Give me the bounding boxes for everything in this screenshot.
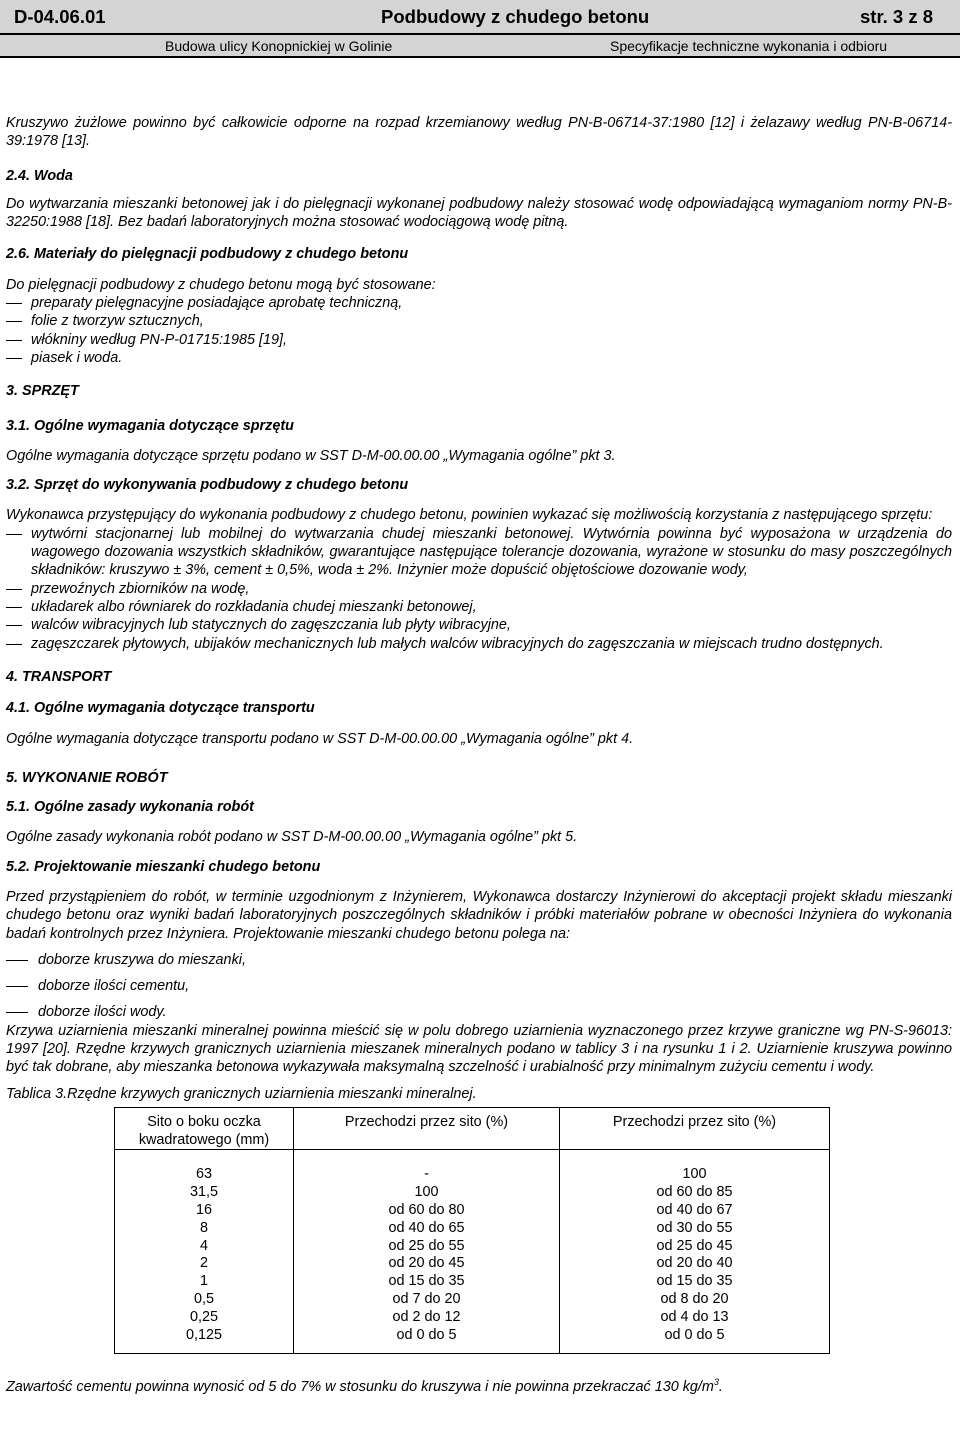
table-cell: 0,125: [185, 1327, 222, 1344]
paragraph-cement-end: .: [718, 1378, 723, 1395]
table-cell: 2: [199, 1255, 208, 1272]
list-item: doborze ilości wody.: [6, 1003, 952, 1021]
spec-title: Podbudowy z chudego betonu: [381, 6, 650, 27]
paragraph-woda-part1: Do wytwarzania mieszanki betonowej jak i do pielęgnacji wykonanej podbudowy należy stosować wodę odpowiadającą wymaganiom normy PN-B-32250:1988 [18].: [6, 195, 952, 231]
table-header-row: [115, 1107, 830, 1149]
table-header-przechodzi-1: Przechodzi przez sito (%): [294, 1107, 560, 1149]
table-cell: od 0 do 5: [396, 1327, 457, 1344]
section-5-1-heading: 5.1. Ogólne zasady wykonania robót: [6, 799, 254, 816]
table-cell: od 30 do 55: [656, 1219, 733, 1236]
list-projekt: [6, 951, 952, 1022]
document-type: Specyfikacje techniczne wykonania i odbioru: [610, 38, 888, 54]
header-subtitle-row: [0, 38, 960, 56]
section-3-1-heading: 3.1. Ogólne wymagania dotyczące sprzętu: [6, 417, 294, 434]
table-cell: -: [424, 1165, 429, 1182]
project-name: Budowa ulicy Konopnickiej w Golinie: [165, 38, 393, 54]
section-5-2-heading: 5.2. Projektowanie mieszanki chudego betonu: [6, 858, 321, 875]
section-4-heading: 4. TRANSPORT: [6, 668, 112, 685]
table-cell: 0,5: [193, 1291, 214, 1308]
table-data-row: [115, 1149, 830, 1353]
table-header-sito: Sito o boku oczka kwadratowego (mm): [115, 1107, 294, 1149]
list-sprzet: [6, 525, 952, 653]
table-caption: Tablica 3.Rzędne krzywych granicznych uziarnienia mieszanki mineralnej.: [6, 1085, 477, 1102]
list-item: układarek albo równiarek do rozkładania chudej mieszanki betonowej,: [6, 598, 952, 616]
paragraph-3-1: Ogólne wymagania dotyczące sprzętu podano w SST D-M-00.00.00 „Wymagania ogólne” pkt 3.: [6, 447, 616, 464]
table-cell: od 4 do 13: [660, 1309, 729, 1326]
table-header-przechodzi-2: Przechodzi przez sito (%): [560, 1107, 830, 1149]
header-divider: [0, 33, 960, 35]
paragraph-krzywa: Krzywa uziarnienia mieszanki mineralnej powinna mieścić się w polu dobrego uziarnienia wyznaczonego przez krzywe graniczne wg PN-S-96013: 1997 [20]. Rzędne krzywych granicznych uziarnienia mieszanek mineralnych podano w tablicy 3 i na rysunku 1 i 2. Uziarnienie kruszywa powinno być tak dobrane, aby mieszanka betonowa wykazywała maksymalną szczelność i urabialność przy minimalnym zużyciu cementu i wody.: [6, 1022, 952, 1076]
section-3-2-heading: 3.2. Sprzęt do wykonywania podbudowy z chudego betonu: [6, 477, 409, 494]
table-cell: od 40 do 65: [388, 1219, 465, 1236]
list-item: preparaty pielęgnacyjne posiadające aprobatę techniczną,: [6, 294, 952, 312]
section-2-6-heading: 2.6. Materiały do pielęgnacji podbudowy z chudego betonu: [6, 246, 409, 263]
header-title-row: [0, 6, 960, 32]
table-cell: 4: [199, 1237, 208, 1254]
list-item: folie z tworzyw sztucznych,: [6, 312, 952, 330]
table-cell: od 60 do 80: [388, 1201, 465, 1218]
table-cell: od 7 do 20: [392, 1291, 461, 1308]
header-bottom-divider: [0, 56, 960, 58]
table-cell: 16: [195, 1201, 212, 1218]
table-column-przechodzi-2: [560, 1149, 830, 1353]
list-pielegnacja: [6, 294, 952, 367]
paragraph-kruszywo: Kruszywo żużlowe powinno być całkowicie odporne na rozpad krzemianowy według PN-B-06714-37:1980 [12] i żelazawy według PN-B-06714-39:1978 [13].: [6, 115, 952, 150]
table-cell: 100: [414, 1183, 439, 1200]
table-cell: 100: [682, 1165, 707, 1182]
section-3-heading: 3. SPRZĘT: [6, 383, 79, 400]
paragraph-3-2: Wykonawca przystępujący do wykonania podbudowy z chudego betonu, powinien wykazać się możliwością korzystania z następującego sprzętu:: [6, 507, 933, 524]
list-item: doborze kruszywa do mieszanki,: [6, 951, 952, 969]
table-cell: od 15 do 35: [388, 1273, 465, 1290]
table-cell: od 20 do 40: [656, 1255, 733, 1272]
table-cell: 0,25: [189, 1309, 218, 1326]
paragraph-4-1: Ogólne wymagania dotyczące transportu podano w SST D-M-00.00.00 „Wymagania ogólne” pkt 4.: [6, 731, 634, 748]
table-cell: 8: [199, 1219, 208, 1236]
paragraph-woda-part2: Bez badań laboratoryjnych można stosować wodociągową wodę pitną.: [118, 214, 569, 231]
list-item: zagęszczarek płytowych, ubijaków mechanicznych lub małych walców wibracyjnych do zagęszczania w miejscach trudno dostępnych.: [6, 635, 952, 653]
table-cell: od 20 do 45: [388, 1255, 465, 1272]
table-cell: od 40 do 67: [656, 1201, 733, 1218]
page-header: [0, 0, 960, 57]
spec-code: D-04.06.01: [14, 6, 106, 27]
grading-table: [114, 1107, 830, 1354]
paragraph-5-1: Ogólne zasady wykonania robót podano w SST D-M-00.00.00 „Wymagania ogólne” pkt 5.: [6, 829, 578, 846]
table-cell: od 60 do 85: [656, 1183, 733, 1200]
list-item: przewoźnych zbiorników na wodę,: [6, 580, 952, 598]
paragraph-woda: [6, 195, 952, 232]
table-cell: od 2 do 12: [392, 1309, 461, 1326]
section-2-4-heading: 2.4. Woda: [6, 167, 73, 184]
list-item: doborze ilości cementu,: [6, 977, 952, 995]
table-column-sito: [115, 1149, 294, 1353]
superscript-3: 3: [713, 1376, 719, 1387]
table-cell: od 25 do 45: [656, 1237, 733, 1254]
list-item: włókniny według PN-P-01715:1985 [19],: [6, 331, 952, 349]
paragraph-cement-text: Zawartość cementu powinna wynosić od 5 do 7% w stosunku do kruszywa i nie powinna przekraczać 130 kg/m: [6, 1378, 714, 1395]
table-cell: 63: [195, 1165, 212, 1182]
paragraph-cement: [6, 1373, 952, 1396]
page-number: str. 3 z 8: [860, 6, 934, 27]
table-cell: 31,5: [189, 1183, 218, 1200]
table-column-przechodzi-1: [294, 1149, 560, 1353]
section-5-heading: 5. WYKONANIE ROBÓT: [6, 769, 168, 786]
list-item: piasek i woda.: [6, 349, 952, 367]
document-body: [6, 114, 952, 1396]
list-item: walców wibracyjnych lub statycznych do zagęszczania lub płyty wibracyjne,: [6, 616, 952, 634]
table-cell: 1: [199, 1273, 208, 1290]
paragraph-pielegnacja: Do pielęgnacji podbudowy z chudego betonu mogą być stosowane:: [6, 276, 436, 293]
table-cell: od 0 do 5: [664, 1327, 725, 1344]
table-cell: od 15 do 35: [656, 1273, 733, 1290]
table-cell: od 25 do 55: [388, 1237, 465, 1254]
paragraph-5-2: Przed przystąpieniem do robót, w terminie uzgodnionym z Inżynierem, Wykonawca dostarczy Inżynierowi do akceptacji projekt składu mieszanki chudego betonu oraz wyniki badań laboratoryjnych poszczególnych składników i próbki materiałów pobrane w obecności Inżyniera do wykonania badań kontrolnych przez Inżyniera. Projektowanie mieszanki chudego betonu polega na:: [6, 888, 952, 942]
list-item: wytwórni stacjonarnej lub mobilnej do wytwarzania chudej mieszanki betonowej. Wytwórnia powinna być wyposażona w urządzenia do wagowego dozowania wszystkich składników, gwarantujące następujące tolerancje dozowania, wyrażone w stosunku do masy poszczególnych składników: kruszywo ± 3%, cement ± 0,5%, woda ± 2%. Inżynier może dopuścić objętościowe dozowanie wody,: [6, 525, 952, 580]
table-cell: od 8 do 20: [660, 1291, 729, 1308]
section-4-1-heading: 4.1. Ogólne wymagania dotyczące transportu: [6, 700, 315, 717]
